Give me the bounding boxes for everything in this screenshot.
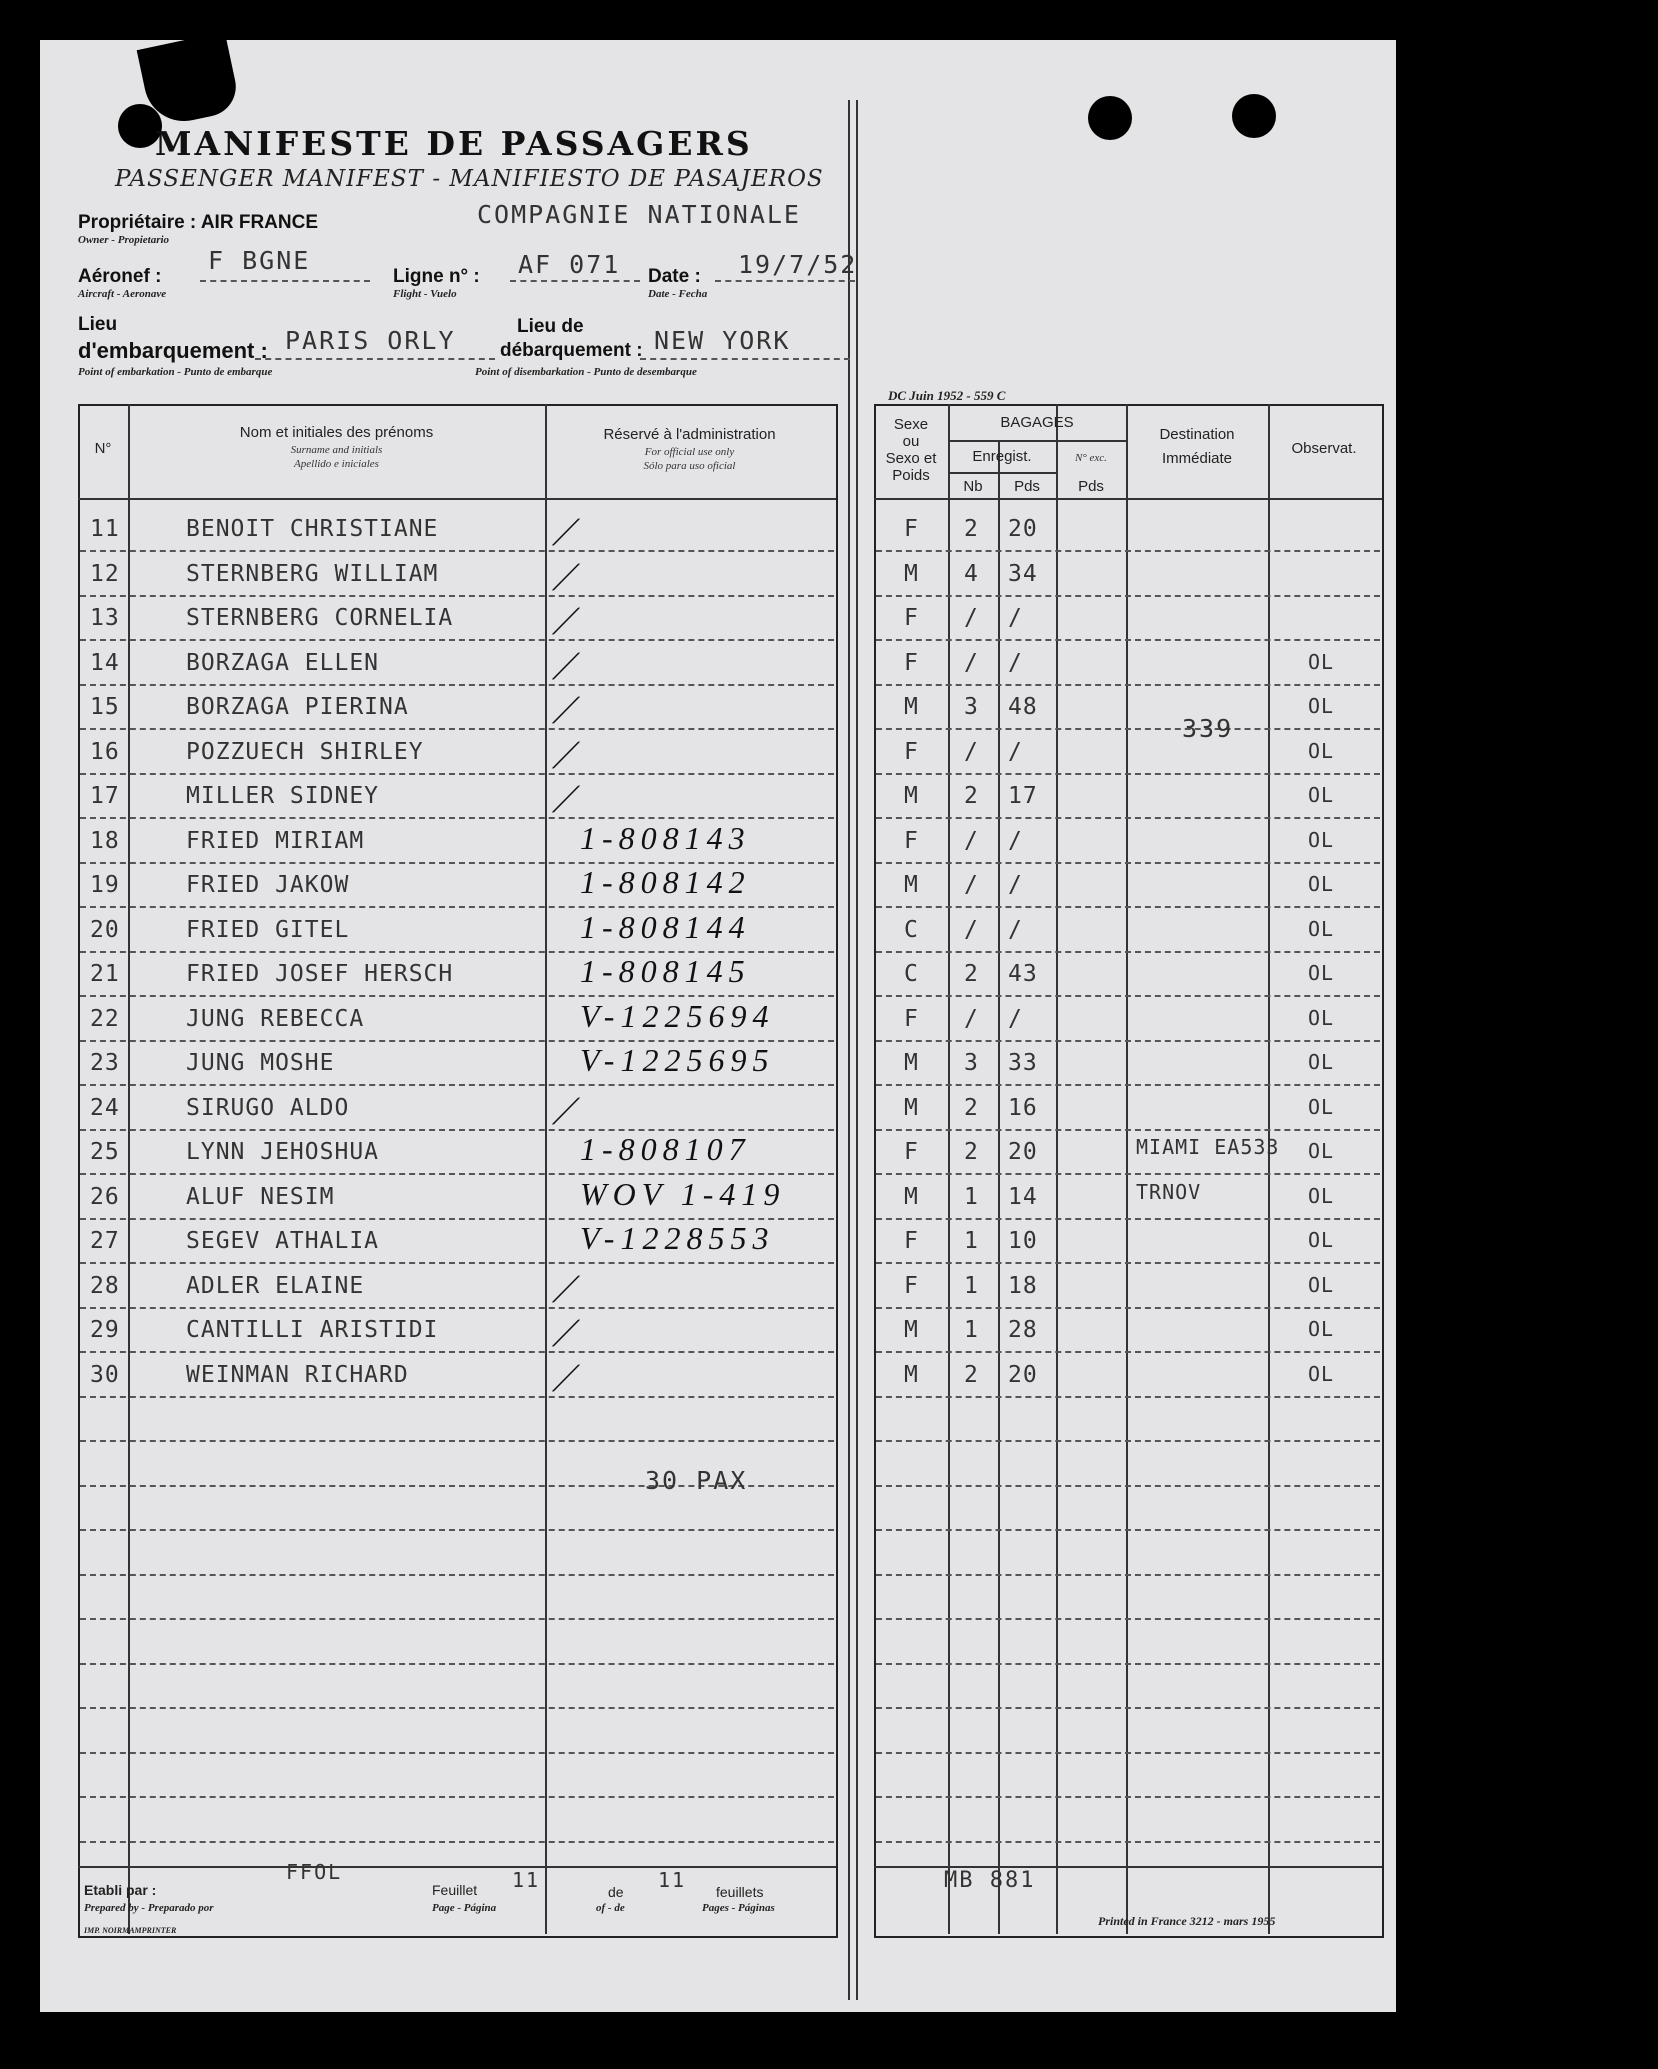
bag-weight: 10 <box>1008 1228 1038 1254</box>
bag-count: / <box>964 649 979 676</box>
observation-value: OL <box>1308 783 1335 807</box>
disembarkation-value: NEW YORK <box>654 326 791 355</box>
admin-slash: / <box>549 731 588 777</box>
row-rule-left <box>80 1841 834 1844</box>
passenger-name: FRIED JOSEF HERSCH <box>186 961 454 987</box>
bag-weight: / <box>1008 605 1023 631</box>
strikeout-339: 339 <box>1182 714 1234 743</box>
sheets-sub: Pages - Páginas <box>702 1902 775 1914</box>
bag-count: / <box>964 827 979 854</box>
manifest-subtitle: PASSENGER MANIFEST - MANIFIESTO DE PASAJEROS <box>115 166 824 192</box>
row-rule-right <box>876 1440 1380 1443</box>
manifest-title: MANIFESTE DE PASSAGERS <box>155 124 753 163</box>
col-admin: Réservé à l'administration <box>603 426 776 443</box>
bag-weight: / <box>1008 916 1023 943</box>
row-rule-right <box>876 1084 1380 1087</box>
sex-value: F <box>904 1228 919 1254</box>
owner-value: COMPAGNIE NATIONALE <box>477 200 801 229</box>
date-sub-label: Date - Fecha <box>648 288 708 300</box>
bag-count: / <box>964 872 979 898</box>
row-number: 24 <box>90 1094 120 1121</box>
admin-slash: / <box>549 776 588 821</box>
destination-value: MIAMI EA533 <box>1136 1135 1280 1159</box>
row-rule-left <box>80 684 834 687</box>
row-number: 11 <box>90 516 120 542</box>
sex-value: C <box>904 961 919 987</box>
col-name-sub-2: Apellido e iniciales <box>294 458 379 470</box>
pax-total: 30 PAX <box>645 1466 748 1495</box>
bag-weight: 20 <box>1008 1361 1038 1388</box>
row-rule-right <box>876 1173 1380 1176</box>
row-rule-right <box>876 1351 1380 1354</box>
aircraft-underline <box>200 280 370 283</box>
owner-label: Propriétaire : AIR FRANCE <box>78 212 318 233</box>
row-number: 18 <box>90 827 120 854</box>
observation-value: OL <box>1308 1050 1335 1074</box>
passenger-name: WEINMAN RICHARD <box>186 1361 409 1388</box>
row-rule-right <box>876 1396 1380 1399</box>
of-sub: of - de <box>596 1902 625 1914</box>
bag-weight: 17 <box>1008 783 1038 809</box>
passenger-name: SIRUGO ALDO <box>186 1094 350 1121</box>
col-sex-2: ou <box>902 433 920 450</box>
row-rule-right <box>876 550 1380 553</box>
col-sep-dest <box>1268 404 1270 1934</box>
bag-count: 2 <box>964 1094 979 1121</box>
row-rule-right <box>876 1574 1380 1577</box>
row-number: 23 <box>90 1050 120 1076</box>
bag-count: 1 <box>964 1183 979 1210</box>
row-rule-left <box>80 1084 834 1087</box>
passenger-name: JUNG REBECCA <box>186 1005 365 1032</box>
col-excess-no: N° exc. <box>1075 452 1107 464</box>
bag-count: 1 <box>964 1228 979 1254</box>
owner-sub-label: Owner - Propietario <box>78 234 170 246</box>
observation-value: OL <box>1308 1005 1335 1030</box>
sex-value: F <box>904 1005 919 1032</box>
observation-value: OL <box>1308 694 1335 718</box>
row-number: 19 <box>90 872 120 898</box>
bag-count: 1 <box>964 1272 979 1299</box>
admin-slash: / <box>549 598 588 643</box>
sex-value: F <box>904 827 919 854</box>
sheet-label: Feuillet <box>432 1882 478 1898</box>
bag-count: 2 <box>964 961 979 987</box>
admin-slash: / <box>549 509 588 554</box>
enregist-sub-line <box>948 472 1056 474</box>
row-rule-left <box>80 1796 834 1799</box>
col-sex-3: Sexo et <box>885 450 937 467</box>
printed-in-france: Printed in France 3212 - mars 1955 <box>1098 1914 1276 1928</box>
admin-slash: / <box>549 642 588 688</box>
bag-count: 2 <box>964 516 979 542</box>
flight-value: AF 071 <box>518 250 621 279</box>
bag-count: 4 <box>964 560 979 587</box>
observation-value: OL <box>1308 1361 1335 1386</box>
sex-value: F <box>904 516 919 542</box>
row-rule-right <box>876 951 1380 954</box>
bag-weight: 28 <box>1008 1317 1038 1343</box>
observation-value: OL <box>1308 1094 1335 1119</box>
sex-value: F <box>904 1139 919 1165</box>
admin-slash: / <box>549 1265 588 1311</box>
observation-value: OL <box>1308 1317 1335 1341</box>
punch-hole-right-2 <box>1232 94 1276 138</box>
passenger-name: BENOIT CHRISTIANE <box>186 516 439 542</box>
row-rule-right <box>876 817 1380 820</box>
passenger-name: STERNBERG CORNELIA <box>186 605 454 631</box>
row-rule-left <box>80 595 834 598</box>
date-value: 19/7/52 <box>738 250 858 279</box>
row-rule-left <box>80 550 834 553</box>
row-number: 28 <box>90 1272 120 1299</box>
bag-weight: 14 <box>1008 1183 1038 1210</box>
passenger-name: POZZUECH SHIRLEY <box>186 738 424 765</box>
row-rule-right <box>876 1841 1380 1844</box>
sex-value: M <box>904 1094 919 1121</box>
row-number: 27 <box>90 1228 120 1254</box>
aircraft-sub-label: Aircraft - Aeronave <box>78 288 167 300</box>
row-rule-right <box>876 639 1380 642</box>
row-rule-right <box>876 1307 1380 1310</box>
embarkation-underline <box>255 358 495 361</box>
prepared-by-label: Etabli par : <box>84 1882 157 1898</box>
flight-underline <box>510 280 640 283</box>
passenger-name: LYNN JEHOSHUA <box>186 1139 380 1165</box>
passenger-name: CANTILLI ARISTIDI <box>186 1317 439 1343</box>
bag-weight: 48 <box>1008 694 1038 720</box>
bag-count: 3 <box>964 1050 979 1076</box>
col-name-sub-1: Surname and initials <box>290 444 383 456</box>
observation-value: OL <box>1308 1228 1335 1252</box>
row-rule-right <box>876 1796 1380 1799</box>
bag-weight: / <box>1008 872 1023 898</box>
sex-value: F <box>904 605 919 631</box>
col-destination: Destination <box>1159 426 1235 443</box>
disembarkation-label: Lieu de <box>517 316 584 337</box>
col-observations: Observat. <box>1291 440 1357 457</box>
col-bagages: BAGAGES <box>1000 414 1074 431</box>
disembarkation-label-2: débarquement : <box>500 340 643 361</box>
row-number: 29 <box>90 1317 120 1343</box>
passenger-name: FRIED GITEL <box>186 916 350 943</box>
col-no: N° <box>94 440 112 457</box>
row-rule-left <box>80 1262 834 1265</box>
bag-weight: 43 <box>1008 961 1038 987</box>
row-rule-left <box>80 639 834 642</box>
destination-value: TRNOV <box>1136 1179 1202 1204</box>
passenger-name: MILLER SIDNEY <box>186 783 380 809</box>
sex-value: M <box>904 872 919 898</box>
sex-value: M <box>904 783 919 809</box>
row-rule-right <box>876 1129 1380 1132</box>
row-rule-right <box>876 995 1380 998</box>
row-rule-left <box>80 1663 834 1666</box>
admin-number: V-1225695 <box>580 1042 775 1078</box>
sheet-sub: Page - Página <box>432 1902 497 1914</box>
sex-value: M <box>904 1183 919 1210</box>
punch-hole-right-1 <box>1088 96 1132 140</box>
row-rule-right <box>876 1707 1380 1710</box>
col-sep-sex <box>948 404 950 1934</box>
sex-value: F <box>904 649 919 676</box>
observation-value: OL <box>1308 1139 1335 1163</box>
col-sep-excess <box>1126 404 1128 1934</box>
admin-slash: / <box>549 1354 588 1400</box>
embarkation-label: Lieu <box>78 314 118 335</box>
bag-weight: 33 <box>1008 1050 1038 1076</box>
row-number: 26 <box>90 1183 120 1210</box>
observation-value: OL <box>1308 827 1335 852</box>
admin-number: 1-808107 <box>580 1131 751 1167</box>
col-name: Nom et initiales des prénoms <box>239 424 434 441</box>
passenger-name: BORZAGA PIERINA <box>186 694 409 720</box>
admin-slash: / <box>549 553 588 599</box>
bag-count: 3 <box>964 694 979 720</box>
row-rule-right <box>876 684 1380 687</box>
aircraft-value: F BGNE <box>208 246 311 275</box>
sheet-number: 11 <box>512 1868 541 1892</box>
bag-weight: / <box>1008 738 1023 765</box>
passenger-name: FRIED MIRIAM <box>186 827 365 854</box>
form-reference: DC Juin 1952 - 559 C <box>888 388 1006 403</box>
of-label: de <box>608 1884 624 1900</box>
row-rule-right <box>876 1618 1380 1621</box>
embarkation-sub-label: Point of embarkation - Punto de embarque <box>78 366 273 378</box>
row-number: 22 <box>90 1005 120 1032</box>
admin-number: 1-808144 <box>580 908 751 945</box>
row-rule-right <box>876 1218 1380 1221</box>
row-rule-left <box>80 728 834 731</box>
sheets-label: feuillets <box>716 1884 764 1900</box>
admin-number: WOV 1-419 <box>580 1175 786 1212</box>
col-sex-4: Poids <box>892 467 930 484</box>
stamp-code: MB 881 <box>944 1868 1036 1893</box>
sex-value: F <box>904 1272 919 1299</box>
observation-value: OL <box>1308 872 1335 896</box>
sex-value: C <box>904 916 919 943</box>
row-number: 17 <box>90 783 120 809</box>
center-fold-line <box>848 100 850 2000</box>
row-number: 30 <box>90 1361 120 1388</box>
bag-count: / <box>964 605 979 631</box>
header-bottom-right <box>874 498 1382 500</box>
observation-value: OL <box>1308 1183 1335 1208</box>
row-rule-right <box>876 595 1380 598</box>
sex-value: M <box>904 1317 919 1343</box>
bag-weight: 16 <box>1008 1094 1038 1121</box>
disembarkation-underline <box>640 358 850 361</box>
row-rule-left <box>80 1529 834 1532</box>
disembarkation-sub-label: Point of disembarkation - Punto de desembarque <box>475 366 697 378</box>
bag-count: / <box>964 1005 979 1032</box>
center-fold-line-2 <box>856 100 858 2000</box>
header-bottom-left <box>78 498 836 500</box>
sex-value: M <box>904 560 919 587</box>
row-number: 25 <box>90 1139 120 1165</box>
date-label: Date : <box>648 266 701 287</box>
col-destination-2: Immédiate <box>1161 450 1233 467</box>
col-admin-sub-1: For official use only <box>644 446 735 458</box>
embarkation-label-2: d'embarquement : <box>78 338 268 363</box>
embarkation-value: PARIS ORLY <box>285 326 456 355</box>
col-sep-pds <box>1056 404 1058 1934</box>
bag-count: 2 <box>964 783 979 809</box>
row-number: 21 <box>90 961 120 987</box>
row-rule-right <box>876 906 1380 909</box>
passenger-name: JUNG MOSHE <box>186 1050 335 1076</box>
admin-number: V-1228553 <box>580 1220 775 1256</box>
col-excess-pds: Pds <box>1078 478 1104 495</box>
passenger-name: FRIED JAKOW <box>186 872 350 898</box>
bag-weight: / <box>1008 827 1023 854</box>
date-underline <box>715 280 855 283</box>
bag-count: 2 <box>964 1139 979 1165</box>
row-number: 16 <box>90 738 120 765</box>
flight-sub-label: Flight - Vuelo <box>393 288 457 300</box>
observation-value: OL <box>1308 738 1335 763</box>
sex-value: M <box>904 1050 919 1076</box>
row-rule-left <box>80 773 834 776</box>
col-pds: Pds <box>1014 478 1040 495</box>
col-sep-name <box>545 404 547 1934</box>
row-rule-left <box>80 1574 834 1577</box>
sex-value: M <box>904 694 919 720</box>
col-nb: Nb <box>963 478 983 495</box>
sex-value: M <box>904 1361 919 1388</box>
row-rule-right <box>876 1752 1380 1755</box>
observation-value: OL <box>1308 649 1335 674</box>
bag-count: 2 <box>964 1361 979 1388</box>
col-sex: Sexe <box>893 416 929 433</box>
row-rule-left <box>80 1307 834 1310</box>
row-rule-left <box>80 1440 834 1443</box>
row-rule-left <box>80 1396 834 1399</box>
bag-weight: / <box>1008 649 1023 676</box>
admin-slash: / <box>549 687 588 732</box>
row-rule-right <box>876 862 1380 865</box>
row-rule-right <box>876 1485 1380 1488</box>
prepared-by-sub: Prepared by - Preparado por <box>84 1902 214 1914</box>
row-rule-left <box>80 1618 834 1621</box>
passenger-name: BORZAGA ELLEN <box>186 649 380 676</box>
observation-value: OL <box>1308 1272 1335 1297</box>
observation-value: OL <box>1308 961 1335 985</box>
admin-slash: / <box>549 1087 588 1133</box>
col-admin-sub-2: Sólo para uso oficial <box>643 460 736 472</box>
admin-number: V-1225694 <box>580 997 775 1034</box>
admin-slash: / <box>549 1310 588 1355</box>
passenger-name: STERNBERG WILLIAM <box>186 560 439 587</box>
row-rule-right <box>876 1663 1380 1666</box>
admin-number: 1-808145 <box>580 953 751 989</box>
row-rule-left <box>80 1752 834 1755</box>
row-number: 12 <box>90 560 120 587</box>
row-rule-right <box>876 1529 1380 1532</box>
aircraft-label: Aéronef : <box>78 266 162 287</box>
bag-weight: 20 <box>1008 516 1038 542</box>
passenger-name: ALUF NESIM <box>186 1183 335 1210</box>
passenger-name: SEGEV ATHALIA <box>186 1228 380 1254</box>
bag-weight: 34 <box>1008 560 1038 587</box>
bag-count: / <box>964 738 979 765</box>
flight-label: Ligne n° : <box>393 266 480 287</box>
printer-note: IMP. NOIRMAMPRINTER <box>84 1926 177 1935</box>
row-number: 14 <box>90 649 120 676</box>
bag-count: / <box>964 916 979 943</box>
bag-weight: / <box>1008 1005 1023 1032</box>
sex-value: F <box>904 738 919 765</box>
admin-number: 1-808143 <box>580 819 751 856</box>
bag-count: 1 <box>964 1317 979 1343</box>
bag-weight: 18 <box>1008 1272 1038 1299</box>
row-rule-left <box>80 1707 834 1710</box>
row-number: 13 <box>90 605 120 631</box>
row-number: 15 <box>90 694 120 720</box>
row-rule-right <box>876 728 1380 731</box>
bag-weight: 20 <box>1008 1139 1038 1165</box>
row-rule-right <box>876 773 1380 776</box>
row-rule-right <box>876 1040 1380 1043</box>
prepared-by-value: FFOL <box>286 1860 343 1884</box>
col-enregist: Enregist. <box>972 448 1032 465</box>
sheet-total: 11 <box>658 1868 687 1892</box>
row-rule-left <box>80 1351 834 1354</box>
admin-number: 1-808142 <box>580 864 751 900</box>
observation-value: OL <box>1308 916 1335 941</box>
row-number: 20 <box>90 916 120 943</box>
col-sep-no <box>128 404 130 1934</box>
row-rule-right <box>876 1262 1380 1265</box>
passenger-name: ADLER ELAINE <box>186 1272 365 1299</box>
footer-line-left <box>78 1866 836 1868</box>
manifest-sheet <box>40 40 1396 2012</box>
bagages-sub-line <box>948 440 1126 442</box>
